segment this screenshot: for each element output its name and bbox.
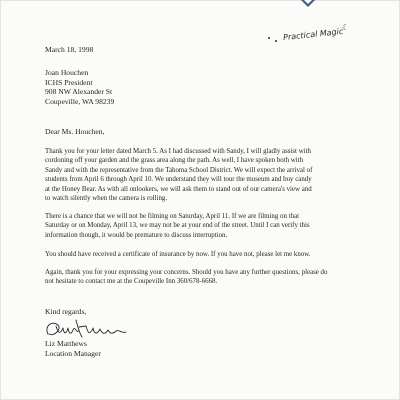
- body-paragraph: You should have received a certificate of insurance by now. If you have not, please let me know.: [45, 251, 311, 258]
- signer-block: [45, 339, 101, 358]
- recipient-name: Joan Houchen: [45, 68, 89, 77]
- recipient-title: ICHS President: [45, 77, 93, 87]
- recipient-street: 908 NW Alexander St: [45, 87, 113, 97]
- pen-mark-dot: [268, 37, 270, 39]
- signer-title: Location Manager: [45, 348, 101, 358]
- letterhead-logo-icon: [300, 0, 316, 8]
- pen-mark-dot: [275, 40, 277, 42]
- crescent-moon-icon: ☾: [342, 23, 350, 32]
- body-paragraph: Again, thank you for your expressing your concerns. Should you have any further questions, please do not hesitate to contact me at the Coupeville Inn 360/678-6668.: [45, 269, 328, 286]
- letter-date: March 18, 1998: [45, 45, 94, 54]
- recipient-address: [45, 68, 114, 106]
- recipient-city: Coupeville, WA 98239: [45, 96, 115, 106]
- body-paragraph: There is a chance that we will not be filming on Saturday, April 11. If we are filming on that Saturday or on Monday, April 13, we may not be at your end of the street. Until I can verify this information though, it would be premature to discuss interruption.: [45, 213, 310, 239]
- salutation: Dear Ms. Houchen,: [45, 127, 105, 136]
- body-paragraph: Thank you for your letter dated March 5. As I had discussed with Sandy, I will gladly assist with cordoning off your garden and the grass area along the path. As well, I have spoken both with Sandy and with the representative from the Tahoma School District. We will expect the arrival of students from April 6 through April 10. We understand they will tour the museum and buy candy at the Honey Bear. As with all onlookers, we will ask them to stand out of our camera's view and to watch silently when the camera is rolling.: [45, 148, 313, 203]
- closing: Kind regards,: [45, 307, 87, 316]
- signer-name: Liz Matthews: [45, 339, 87, 348]
- handwritten-note: Practical Magic: [282, 26, 344, 43]
